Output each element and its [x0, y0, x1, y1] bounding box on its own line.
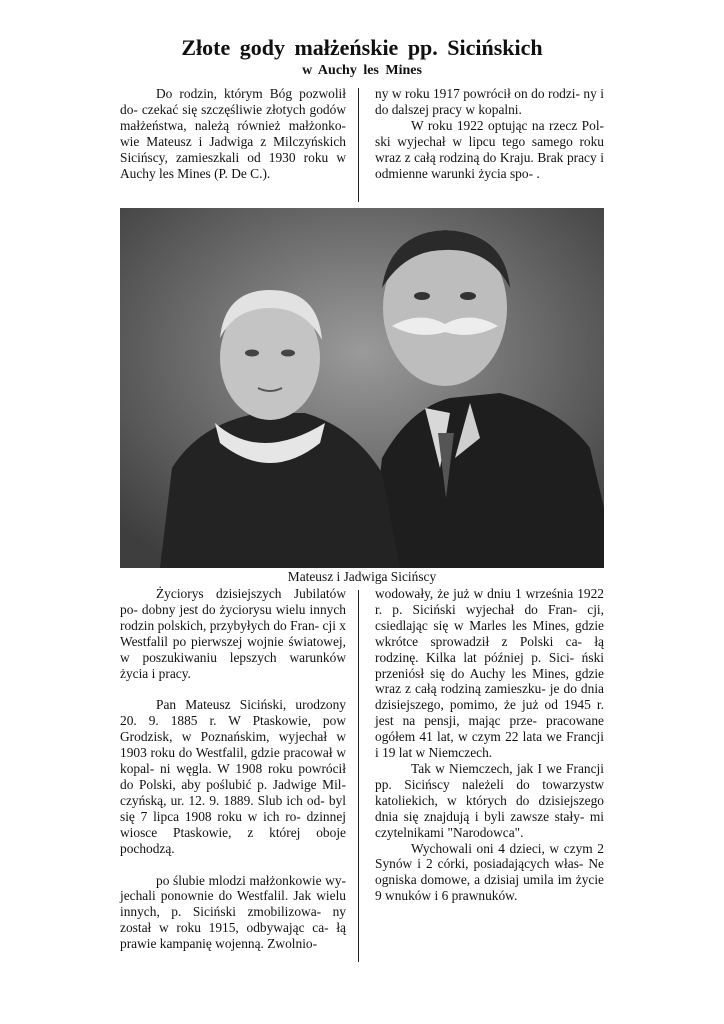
paragraph: Wychowali oni 4 dzieci, w czym 2 Synów i 2 córki, posiadających włas- Ne ogniska domowe, a dzisiaj umila im życie 9 wnuków i 6 prawnuków.: [375, 840, 604, 904]
article-title: Złote gody małżeńskie pp. Sicińskich: [181, 35, 543, 60]
paragraph: wodowały, że już w dniu 1 września 1922 r. p. Siciński wyjechał do Fran- cji, csiedlając się w Marles les Mines, gdzie wkrótce sprowadził z Polski ca- łą rodzinę. Kilka lat później p. Sici- ński przeniósł się do Auchy les Mines, gdzie wraz z całą rodziną zamieszku- je do dnia dzisiejszego, pomimo, że już od 1945 r. jest na pensji, mając prze- pracowane ogółem 41 lat, w czym 22 lata we Francji i 19 lat w Niemczech.: [375, 586, 604, 761]
paragraph: po ślubie mlodzi małżonkowie wy- jechali ponownie do Westfalil. Jak wielu innych, p. Siciński zmobilizowa- ny został w roku 1915, odbywając ca- łą prawie kampanię wojenną. Zwolnio-: [120, 872, 346, 952]
article-subtitle: w Auchy les Mines: [302, 63, 422, 78]
top-right-column: [375, 86, 604, 181]
paragraph: ny w roku 1917 powrócił on do rodzi- ny i do dalszej pracy w kopalni.: [375, 86, 604, 117]
top-left-column: [120, 86, 346, 181]
bottom-left-column: [120, 586, 346, 952]
paragraph: Pan Mateusz Siciński, urodzony 20. 9. 1885 r. W Ptaskowie, pow Grodzisk, w Poznańskim, wyjechał w 1903 roku do Westfalil, gdzie pracował w kopal- ni węgla. W 1908 roku powrócił do Polski, aby poślubić p. Jadwige Mil- czyńską, ur. 12. 9. 1889. Slub ich od- byl się 7 lipca 1908 roku w ich ro- dzinnej wiosce Ptaskowie, z której oboje pochodzą.: [120, 697, 346, 856]
bottom-right-column: [375, 586, 604, 904]
column-divider-bottom: [358, 590, 359, 962]
portrait-photo: [120, 208, 604, 568]
portrait-photo-icon: [120, 208, 604, 568]
paragraph: Do rodzin, którym Bóg pozwolił do- czekać się szczęśliwie złotych godów małżeństwa, należą również małżonko- wie Mateusz i Jadwiga z Milczyńskich Sicińscy, zamieszkali od 1930 roku w Auchy les Mines (P. De C.).: [120, 86, 346, 181]
paragraph: Życiorys dzisiejszych Jubilatów po- dobny jest do życiorysu wielu innych rodzin polskich, przybyłych do Fran- cji x Westfalil po pierwszej wojnie światowej, w poszukiwaniu lepszych warunków życia i pracy.: [120, 586, 346, 681]
photo-caption: Mateusz i Jadwiga Sicińscy: [287, 569, 437, 584]
paragraph: W roku 1922 optując na rzecz Pol- ski wyjechał w lipcu tego samego roku wraz z całą rodziną do Kraju. Brak pracy i odmienne warunki życia spo- .: [375, 117, 604, 181]
paragraph: Tak w Niemczech, jak I we Francji pp. Sicińscy należeli do towarzystw katoliekich, w których do dzisiejszego dnia się znajdują i byli zawsze stały- mi czytelnikami "Narodowca".: [375, 760, 604, 840]
column-divider-top: [358, 88, 359, 202]
